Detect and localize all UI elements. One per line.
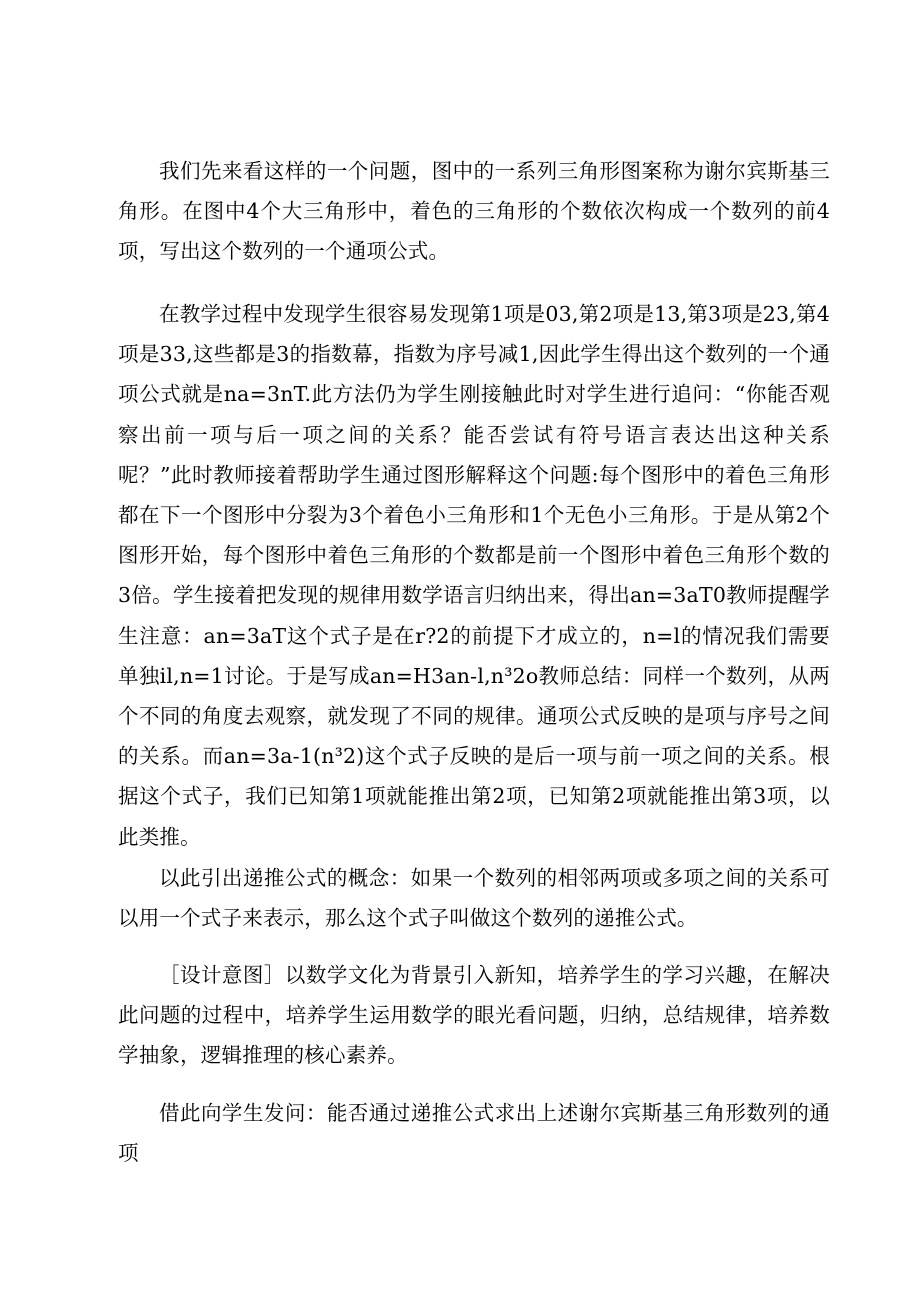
paragraph-recursive-formula-concept: 以此引出递推公式的概念：如果一个数列的相邻两项或多项之间的关系可以用一个式子来表示，那么这个式子叫做这个数列的递推公式。 [118, 866, 830, 931]
paragraph-follow-up-question: 借此向学生发问：能否通过递推公式求出上述谢尔宾斯基三角形数列的通项 [118, 1101, 830, 1166]
paragraph-teaching-process: 在教学过程中发现学生很容易发现第1项是03,第2项是13,第3项是23,第4项是33,这些都是3的指数幕，指数为序号减1,因此学生得出这个数列的一个通项公式就是na=3nT.此方法仍为学生刚接触此时对学生进行追问：“你能否观察出前一项与后一项之间的关系？能否尝试有符号语言表达出这种关系呢？”此时教师接着帮助学生通过图形解释这个问题:每个图形中的着色三角形都在下一个图形中分裂为3个着色小三角形和1个无色小三角形。于是从第2个图形开始，每个图形中着色三角形的个数都是前一个图形中着色三角形个数的3倍。学生接着把发现的规律用数学语言归纳出来，得出an=3aT0教师提醒学生注意：an=3aT这个式子是在r?2的前提下才成立的，n=l的情况我们需要单独il,n=1讨论。于是写成an=H3an-l,n³2o教师总结：同样一个数列，从两个不同的角度去观察，就发现了不同的规律。通项公式反映的是项与序号之间的关系。而an=3a-1(n³2)这个式子反映的是后一项与前一项之间的关系。根据这个式子，我们已知第1项就能推出第2项，已知第2项就能推出第3项，以此类推。 [118, 302, 830, 849]
paragraph-design-intent: ［设计意图］以数学文化为背景引入新知，培养学生的学习兴趣，在解决此问题的过程中，培养学生运用数学的眼光看问题，归纳，总结规律，培养数学抽象，逻辑推理的核心素养。 [118, 963, 830, 1068]
paragraph-sierpinski-question: 我们先来看这样的一个问题，图中的一系列三角形图案称为谢尔宾斯基三角形。在图中4个大三角形中，着色的三角形的个数依次构成一个数列的前4项，写出这个数列的一个通项公式。 [118, 159, 830, 264]
